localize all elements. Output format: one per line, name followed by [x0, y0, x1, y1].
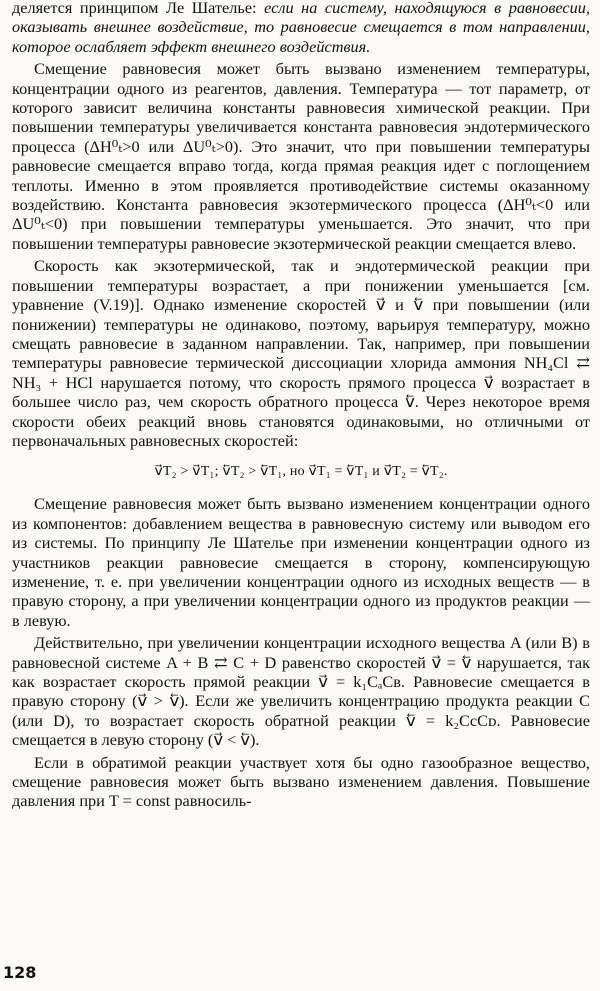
paragraph-concentration: Смещение равновесия может быть вызвано изменением концентрации одного из компонентов: добавлением вещества в равновесную систему или выводом его из системы. По принципу Ле Шателье при изменении концентрации одного из участников реакции равновесие смещается в сторону, компенсирующую изменение, т. е. при увеличении концентрации одного из исходных веществ — в правую сторону, а при увеличении концентрации одного из продуктов реакции — в левую.	[12, 494, 590, 630]
le-chatelier-lead: деляется принципом Ле Шателье:	[12, 0, 265, 17]
document-page	[12, 0, 590, 811]
paragraph-example: Действительно, при увеличении концентрации исходного вещества A (или B) в равновесной системе A + B ⇄ C + D равенство скоростей v⃗ = v⃖ нарушается, так как возрастает скорость прямой реакции v⃗ = k₁CₐCв. Равновесие смещается в правую сторону (v⃗ > v⃖). Если же увеличить концентрацию продукта реакции C (или D), то возрастает скорость обратной реакции v⃖ = k₂CcCᴅ. Равновесие смещается в левую сторону (v⃗ < v⃖).	[12, 633, 590, 750]
rate-formula: v⃗T₂ > v⃗T₁; v⃖T₂ > v⃖T₁, но v⃗T₁ = v⃖T₁ и v⃗T₂ = v⃖T₂.	[154, 464, 448, 480]
page-number: 128	[3, 963, 37, 982]
paragraph-reaction-rate: Скорость как экзотермической, так и эндотермической реакции при повышении температуры возрастает, а при понижении уменьшается [см. уравнение (V.19)]. Однако изменение скоростей v⃗ и v⃖ при повышении (или понижении) температуры не одинаково, поэтому, варьируя температуру, можно смещать равновесие в заданном направлении. Так, например, при повышении температуры равновесие термической диссоциации хлорида аммония NH₄Cl ⇄ NH₃ + HCl нарушается потому, что скорость прямого процесса v⃗ возрастает в большее число раз, чем скорость обратного процесса v⃖. Через некоторое время скорости обеих реакций вновь становятся одинаковыми, но отличными от первоначальных равновесных скоростей:	[12, 256, 590, 450]
paragraph-pressure: Если в обратимой реакции участвует хотя бы одно газообразное вещество, смещение равновесия может быть вызвано изменением давления. Повышение давления при T = const равносиль-	[12, 752, 590, 811]
le-chatelier-principle: если на систему, находящуюся в равновесии, оказывать внешнее воздействие, то равновесие смещается в том направлении, которое ослабляет эффект внешнего воздействия.	[12, 0, 590, 56]
paragraph-le-chatelier	[12, 0, 590, 56]
paragraph-temperature: Смещение равновесия может быть вызвано изменением температуры, концентрации одного из реагентов, давления. Температура — тот параметр, от которого зависит величина константы равновесия химической реакции. При повышении температуры увеличивается константа равновесия эндотермического процесса (ΔH⁰ₜ>0 или ΔU⁰ₜ>0). Это значит, что при повышении температуры равновесие смещается вправо тогда, когда прямая реакция идет с поглощением теплоты. Именно в этом проявляется противодействие системы оказанному воздействию. Константа равновесия экзотермического процесса (ΔH⁰ₜ<0 или ΔU⁰ₜ<0) при повышении температуры уменьшается. Это значит, что при повышении температуры равновесие экзотермической реакции смещается влево.	[12, 59, 590, 253]
